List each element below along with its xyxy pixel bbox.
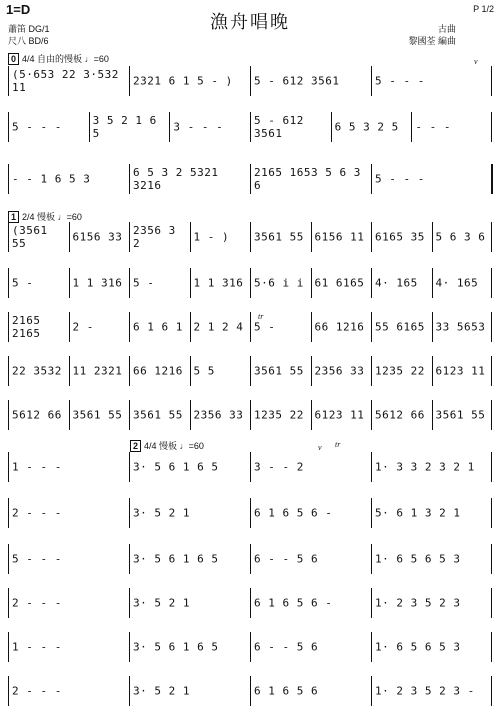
bar-line — [69, 356, 70, 386]
measure-notes: 2 - - - — [12, 684, 62, 698]
measure-notes: 1235 22 — [254, 408, 304, 422]
measure-notes: 3561 55 — [254, 364, 304, 378]
bar-line — [491, 400, 492, 430]
measure-notes: 5· 6 1 3 2 1 — [375, 506, 461, 520]
section-2-marking — [130, 439, 204, 452]
bar-line — [250, 632, 251, 662]
section-number: 0 — [8, 53, 19, 65]
bar-line — [250, 400, 251, 430]
measure-notes: 6 1 6 5 6 — [254, 684, 319, 698]
measure-notes: 1 1 316 — [193, 276, 244, 290]
measure-notes: 6 - - 5 6 — [254, 640, 319, 654]
bar-line — [371, 676, 372, 706]
bar-line — [371, 164, 372, 194]
tempo-value: ♩=60 — [179, 441, 204, 451]
measure-notes: 11 2321 — [72, 364, 123, 378]
bar-line — [129, 312, 130, 342]
bar-line — [129, 676, 130, 706]
bar-line — [491, 268, 492, 298]
bar-line — [190, 312, 191, 342]
bar-line — [8, 588, 9, 618]
bar-line — [8, 676, 9, 706]
measure-notes: 3561 55 — [133, 408, 183, 422]
measure-notes: 6165 35 — [375, 230, 425, 244]
trill-mark: tr — [335, 440, 341, 449]
measure-notes: 6 5 3 2 5 — [334, 120, 399, 134]
bar-line — [8, 164, 9, 194]
bar-line — [169, 112, 170, 142]
bar-line — [491, 312, 492, 342]
bar-line — [432, 400, 433, 430]
bar-line — [8, 544, 9, 574]
bar-line — [491, 112, 492, 142]
bar-line — [491, 222, 492, 252]
bar-line — [371, 632, 372, 662]
measure-notes: 5 5 — [193, 364, 215, 378]
measure-notes: 6 1 6 5 6 - — [254, 506, 333, 520]
bar-line — [250, 268, 251, 298]
measure-notes: 5612 66 — [12, 408, 62, 422]
bar-line — [69, 222, 70, 252]
bar-line — [250, 222, 251, 252]
measure-notes: 5 - 612 3561 — [254, 114, 304, 140]
measure-notes: 1· 3 3 2 3 2 1 — [375, 460, 475, 474]
bar-line — [250, 452, 251, 482]
bar-line — [250, 588, 251, 618]
tempo-text: 慢板 — [37, 212, 56, 222]
bar-line — [371, 312, 372, 342]
bar-line — [129, 544, 130, 574]
bar-line — [129, 588, 130, 618]
notation-system — [8, 588, 492, 618]
section-number: 1 — [8, 211, 19, 223]
bar-line — [371, 222, 372, 252]
measure-notes: 3· 5 6 1 6 5 — [133, 640, 219, 654]
bar-line — [250, 164, 251, 194]
key-signature: 1=D — [6, 2, 31, 17]
measure-notes: 5 - - - — [375, 172, 425, 186]
bar-line — [190, 268, 191, 298]
measure-notes: 5 - - - — [12, 552, 62, 566]
measure-notes: 33 5653 — [435, 320, 486, 334]
bar-line — [190, 356, 191, 386]
bar-line — [371, 400, 372, 430]
measure-notes: 2321 6 1 5 - ) — [133, 74, 233, 88]
bar-line — [432, 268, 433, 298]
bar-line — [432, 356, 433, 386]
measure-notes: 6 - - 5 6 — [254, 552, 319, 566]
notation-system — [8, 498, 492, 528]
bar-line — [129, 66, 130, 96]
meter: 4/4 — [144, 441, 157, 451]
bar-line — [432, 312, 433, 342]
notation-system — [8, 452, 492, 482]
bar-line — [311, 268, 312, 298]
measure-notes: 4· 165 — [435, 276, 479, 290]
measure-notes: 2 - - - — [12, 596, 62, 610]
bar-line — [371, 544, 372, 574]
measure-notes: 2356 33 — [314, 364, 365, 378]
bar-line — [491, 544, 492, 574]
measure-notes: 1· 6 5 6 5 3 — [375, 552, 461, 566]
measure-notes: 6 5 3 2 5321 3216 — [133, 166, 219, 192]
bar-line — [491, 588, 492, 618]
measure-notes: 61 6165 — [314, 276, 365, 290]
piece-title: 漁舟唱晚 — [210, 12, 290, 32]
notation-system — [8, 222, 492, 252]
bar-line — [129, 632, 130, 662]
measure-notes: - - 1 6 5 3 — [12, 172, 91, 186]
measure-notes: 1 - - - — [12, 460, 62, 474]
measure-notes: 66 1216 — [314, 320, 365, 334]
bar-line — [250, 676, 251, 706]
measure-notes: 6156 33 — [72, 230, 123, 244]
measure-notes: 2 - - - — [12, 506, 62, 520]
measure-notes: 5612 66 — [375, 408, 425, 422]
bar-line — [8, 632, 9, 662]
notation-system — [8, 356, 492, 386]
measure-notes: 55 6165 — [375, 320, 425, 334]
measure-notes: 6 1 6 1 — [133, 320, 183, 334]
bar-line — [311, 312, 312, 342]
bar-line — [8, 452, 9, 482]
bar-line — [8, 222, 9, 252]
section-number: 2 — [130, 440, 141, 452]
measure-notes: 3561 55 — [254, 230, 304, 244]
bar-line — [491, 164, 493, 194]
bar-line — [432, 222, 433, 252]
measure-notes: 5 - — [254, 320, 276, 334]
bar-line — [250, 356, 251, 386]
bar-line — [371, 66, 372, 96]
measure-notes: 5 - - - — [12, 120, 62, 134]
measure-notes: 22 3532 — [12, 364, 62, 378]
bar-line — [311, 222, 312, 252]
measure-notes: 66 1216 — [133, 364, 183, 378]
measure-notes: 3 - - - — [173, 120, 224, 134]
measure-notes: 2 1 2 4 — [193, 320, 244, 334]
arranger-credit: 黎國荃 編曲 — [408, 36, 456, 46]
bar-line — [250, 312, 251, 342]
bar-line — [331, 112, 332, 142]
bar-line — [129, 400, 130, 430]
measure-notes: 6 1 6 5 6 - — [254, 596, 333, 610]
bar-line — [371, 268, 372, 298]
instrument-line-1: 蕭笛 DG/1 — [8, 24, 50, 34]
bar-line — [89, 112, 90, 142]
measure-notes: 3561 55 — [72, 408, 123, 422]
bar-line — [69, 268, 70, 298]
bar-line — [250, 544, 251, 574]
meter: 2/4 — [22, 212, 35, 222]
measure-notes: 1· 2 3 5 2 3 - — [375, 684, 475, 698]
bar-line — [491, 66, 492, 96]
bar-line — [411, 112, 412, 142]
bar-line — [371, 588, 372, 618]
bar-line — [8, 498, 9, 528]
bar-line — [311, 356, 312, 386]
measure-notes: 1· 6 5 6 5 3 — [375, 640, 461, 654]
notation-system — [8, 632, 492, 662]
trill-mark: tr — [258, 312, 264, 321]
measure-notes: 5 6 3 6 — [435, 230, 486, 244]
measure-notes: 1 - ) — [193, 230, 230, 244]
bar-line — [311, 400, 312, 430]
measure-notes: 3 5 2 1 6 5 — [92, 114, 157, 140]
tempo-value: ♩=60 — [57, 212, 82, 222]
tempo-value: ♩=60 — [84, 54, 109, 64]
bar-line — [8, 268, 9, 298]
notation-system — [8, 544, 492, 574]
bar-line — [491, 632, 492, 662]
bar-line — [8, 112, 9, 142]
measure-notes: 5 - 612 3561 — [254, 74, 340, 88]
bar-line — [190, 400, 191, 430]
measure-notes: 2165 2165 — [12, 314, 41, 340]
notation-system — [8, 164, 492, 194]
bar-line — [129, 164, 130, 194]
measure-notes: 2165 1653 5 6 3 6 — [254, 166, 361, 192]
measure-notes: 5 - - - — [375, 74, 425, 88]
measure-notes: 3· 5 6 1 6 5 — [133, 552, 219, 566]
bar-line — [250, 66, 251, 96]
measure-notes: 3561 55 — [435, 408, 486, 422]
measure-notes: 4· 165 — [375, 276, 418, 290]
tempo-text: 慢板 — [159, 441, 178, 451]
bar-line — [129, 452, 130, 482]
bar-line — [69, 400, 70, 430]
notation-system — [8, 400, 492, 430]
meter: 4/4 — [22, 54, 35, 64]
bar-line — [8, 400, 9, 430]
measure-notes: 1 - - - — [12, 640, 62, 654]
measure-notes: 6156 11 — [314, 230, 365, 244]
instrument-line-2: 尺八 BD/6 — [8, 36, 49, 46]
bar-line — [250, 498, 251, 528]
bar-line — [190, 222, 191, 252]
bar-line — [371, 452, 372, 482]
measure-notes: 5 - — [133, 276, 155, 290]
measure-notes: (5·653 22 3·532 11 — [12, 68, 119, 94]
measure-notes: 5 - — [12, 276, 34, 290]
measure-notes: 6123 11 — [314, 408, 365, 422]
measure-notes: - - - — [415, 120, 451, 134]
breath-mark: v — [318, 443, 322, 452]
notation-system — [8, 312, 492, 342]
notation-system — [8, 676, 492, 706]
measure-notes: 3· 5 2 1 — [133, 506, 190, 520]
bar-line — [371, 498, 372, 528]
tempo-text: 自由的慢板 — [37, 54, 83, 64]
bar-line — [8, 356, 9, 386]
measure-notes: 1· 2 3 5 2 3 — [375, 596, 461, 610]
measure-notes: 2356 3 2 — [133, 224, 176, 250]
measure-notes: 5·6 i i — [254, 276, 304, 290]
bar-line — [129, 268, 130, 298]
measure-notes: 6123 11 — [435, 364, 486, 378]
measure-notes: 1235 22 — [375, 364, 425, 378]
bar-line — [491, 498, 492, 528]
measure-notes: 1 1 316 — [72, 276, 123, 290]
measure-notes: 3· 5 2 1 — [133, 596, 190, 610]
bar-line — [129, 222, 130, 252]
bar-line — [491, 452, 492, 482]
notation-system — [8, 66, 492, 96]
page-number: P 1/2 — [473, 4, 494, 14]
measure-notes: 3 - - 2 — [254, 460, 304, 474]
notation-system — [8, 112, 492, 142]
bar-line — [69, 312, 70, 342]
breath-mark: v — [474, 57, 478, 66]
bar-line — [491, 356, 492, 386]
bar-line — [8, 312, 9, 342]
origin-credit: 古曲 — [437, 24, 456, 34]
measure-notes: 2356 33 — [193, 408, 244, 422]
bar-line — [250, 112, 251, 142]
measure-notes: 2 - — [72, 320, 94, 334]
measure-notes: 3· 5 6 1 6 5 — [133, 460, 219, 474]
measure-notes: (3561 55 — [12, 224, 48, 250]
bar-line — [129, 498, 130, 528]
bar-line — [371, 356, 372, 386]
section-0-marking — [8, 52, 109, 65]
bar-line — [491, 676, 492, 706]
measure-notes: 3· 5 2 1 — [133, 684, 190, 698]
bar-line — [8, 66, 9, 96]
bar-line — [129, 356, 130, 386]
notation-system — [8, 268, 492, 298]
